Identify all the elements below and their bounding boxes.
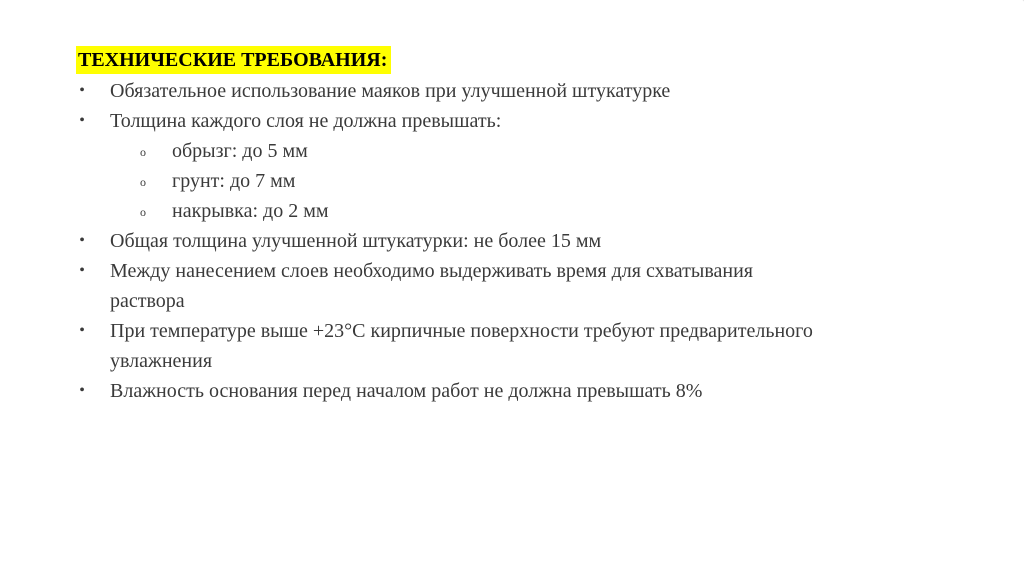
bullet-icon: • — [79, 322, 85, 339]
bullet-icon: • — [79, 232, 85, 249]
slide-content — [76, 46, 976, 406]
circle-bullet-icon: o — [140, 145, 146, 159]
corner-line — [908, 0, 1024, 41]
list-item — [76, 256, 810, 316]
sub-list-item-text: накрывка: до 2 мм — [172, 200, 329, 222]
list-item-text: Толщина каждого слоя не должна превышать: — [110, 110, 502, 132]
list-item — [76, 106, 976, 226]
circle-bullet-icon: o — [140, 175, 146, 189]
bullet-icon: • — [79, 112, 85, 129]
corner-line — [894, 0, 1024, 11]
bullet-icon: • — [79, 262, 85, 279]
list-item — [76, 376, 976, 406]
requirements-list — [76, 76, 976, 406]
sub-list-item — [76, 166, 976, 196]
list-item-text: Влажность основания перед началом работ не должна превышать 8% — [110, 380, 703, 402]
bullet-icon: • — [79, 382, 85, 399]
sub-list-item — [76, 136, 976, 166]
list-item-text: Между нанесением слоев необходимо выдерживать время для схватывания раствора — [110, 260, 753, 312]
list-item-text: Обязательное использование маяков при улучшенной штукатурке — [110, 80, 671, 102]
list-item — [76, 316, 830, 376]
list-item — [76, 226, 976, 256]
bullet-icon: • — [79, 82, 85, 99]
sub-list-item — [76, 196, 976, 226]
list-item-text: При температуре выше +23°C кирпичные поверхности требуют предварительного увлажнения — [110, 320, 813, 372]
circle-bullet-icon: o — [140, 205, 146, 219]
slide-heading: ТЕХНИЧЕСКИЕ ТРЕБОВАНИЯ: — [76, 46, 391, 74]
list-item — [76, 76, 976, 106]
sub-list-item-text: обрызг: до 5 мм — [172, 140, 308, 162]
layer-thickness-list — [76, 136, 976, 226]
sub-list-item-text: грунт: до 7 мм — [172, 170, 296, 192]
list-item-text: Общая толщина улучшенной штукатурки: не более 15 мм — [110, 230, 602, 252]
